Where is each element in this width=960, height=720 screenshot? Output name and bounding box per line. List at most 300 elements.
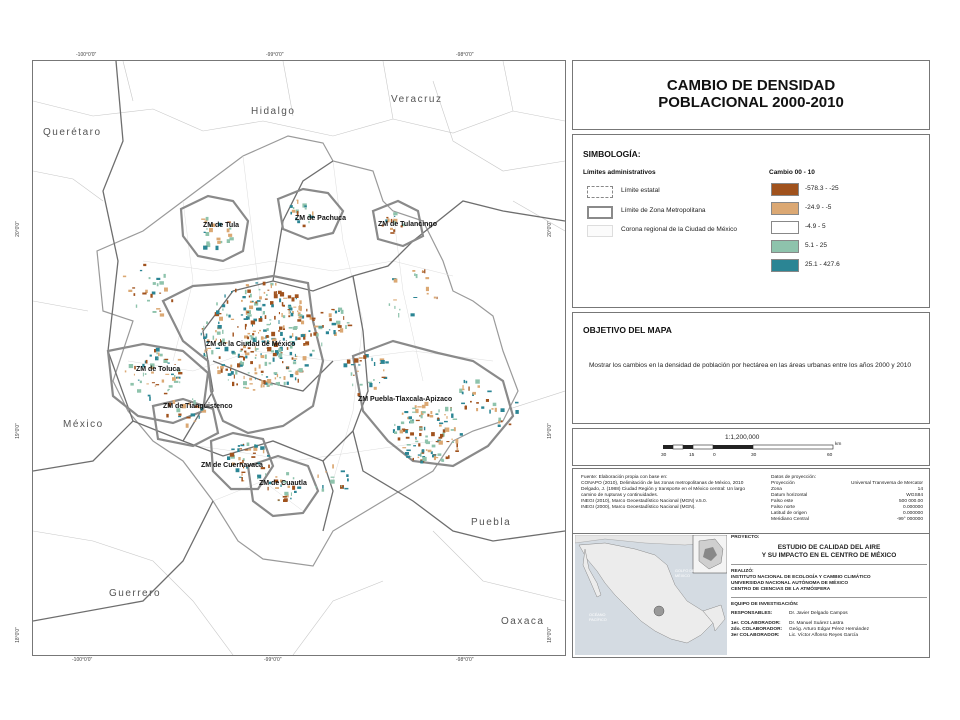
- urban-patch: [453, 419, 458, 421]
- urban-patch: [283, 315, 285, 318]
- urban-patch: [393, 212, 397, 215]
- urban-patch: [283, 325, 285, 328]
- urban-patch: [274, 372, 278, 374]
- urban-patch: [228, 379, 229, 380]
- urban-patch: [243, 444, 244, 445]
- urban-patch: [416, 420, 420, 421]
- change-class-swatch: [771, 240, 799, 253]
- urban-patch: [236, 383, 238, 385]
- urban-patch: [303, 356, 307, 360]
- urban-patch: [280, 332, 283, 336]
- urban-patch: [269, 319, 271, 320]
- urban-patch: [267, 455, 270, 457]
- urban-patch: [501, 420, 503, 422]
- urban-patch: [410, 432, 414, 435]
- urban-patch: [140, 381, 142, 384]
- urban-patch: [257, 477, 258, 479]
- projection-heading: Datos de proyección:: [771, 475, 817, 480]
- urban-patch: [436, 457, 438, 458]
- urban-patch: [326, 331, 329, 334]
- urban-patch: [322, 489, 325, 492]
- urban-patch: [398, 313, 399, 318]
- state-label-oaxaca: Oaxaca: [501, 616, 545, 627]
- urban-patch: [412, 412, 416, 413]
- urban-patch: [316, 333, 318, 336]
- urban-patch: [262, 374, 263, 375]
- urban-patch: [165, 374, 169, 375]
- urban-patch: [263, 329, 267, 331]
- urban-patch: [228, 234, 232, 237]
- urban-patch: [286, 472, 289, 475]
- urban-patch: [248, 333, 251, 335]
- urban-patch: [402, 413, 404, 415]
- credits-panel: [572, 468, 930, 658]
- team-row: [731, 633, 927, 639]
- urban-patch: [347, 360, 351, 364]
- urban-patch: [153, 282, 156, 285]
- admin-item-state: Límite estatal: [621, 187, 660, 194]
- urban-patch: [336, 321, 340, 325]
- urban-patch: [259, 379, 261, 380]
- urban-patch: [357, 371, 359, 372]
- corona-swatch: [587, 225, 613, 237]
- urban-patch: [284, 376, 286, 380]
- urban-patch: [343, 487, 344, 488]
- objective-panel: [572, 312, 930, 424]
- urban-patch: [250, 361, 253, 364]
- urban-patch: [330, 480, 335, 484]
- urban-patch: [288, 315, 290, 317]
- urban-patch: [340, 328, 343, 332]
- urban-patch: [415, 439, 417, 440]
- urban-patch: [279, 327, 283, 330]
- urban-patch: [217, 370, 220, 374]
- coord-bottom-1: -100°0'0": [72, 657, 93, 663]
- urban-patch: [169, 385, 173, 387]
- urban-patch: [251, 456, 255, 458]
- urban-patch: [444, 421, 448, 422]
- inset-oceano-label: OCÉANO PACÍFICO: [589, 613, 607, 622]
- urban-patch: [280, 292, 284, 296]
- urban-patch: [152, 382, 155, 383]
- urban-patch: [294, 360, 297, 361]
- urban-patch: [332, 323, 336, 326]
- source-line-3: Delgado, J. (1988) Ciudad Región y transporte en el México central: Un largo camino de rupturas y continuidades.: [581, 487, 745, 498]
- urban-patch: [457, 448, 459, 450]
- urban-patch: [353, 375, 355, 376]
- urban-patch: [241, 473, 242, 476]
- urban-patch: [331, 309, 334, 310]
- urban-patch: [358, 364, 360, 365]
- urban-patch: [347, 478, 349, 481]
- urban-patch: [437, 418, 439, 420]
- urban-patch: [301, 334, 305, 337]
- urban-patch: [194, 421, 197, 422]
- change-class-swatch: [771, 259, 799, 272]
- urban-patch: [205, 354, 207, 357]
- made-heading: REALIZÓ:: [731, 569, 754, 574]
- coord-top-2: -99°0'0": [266, 52, 284, 58]
- urban-patch: [278, 499, 280, 500]
- urban-patch: [405, 452, 409, 455]
- urban-patch: [406, 450, 410, 452]
- coord-bottom-2: -99°0'0": [264, 657, 282, 663]
- urban-patch: [425, 277, 429, 279]
- title-line-2: POBLACIONAL 2000-2010: [658, 94, 844, 111]
- zm-label-tianguistenco: ZM de Tianguistenco: [163, 403, 233, 410]
- urban-patch: [412, 270, 415, 272]
- projection-key: Falso este: [771, 499, 794, 504]
- state-label-veracruz: Veracruz: [391, 94, 443, 105]
- title-line-1: CAMBIO DE DENSIDAD: [666, 77, 836, 94]
- urban-patch: [493, 403, 497, 406]
- urban-patch: [385, 361, 389, 363]
- urban-patch: [247, 314, 251, 316]
- urban-patch: [290, 311, 291, 312]
- urban-patch: [268, 465, 270, 469]
- urban-patch: [204, 350, 205, 353]
- urban-patch: [462, 385, 463, 389]
- urban-patch: [255, 348, 258, 350]
- urban-patch: [294, 358, 298, 359]
- urban-patch: [227, 229, 230, 233]
- urban-patch: [329, 313, 332, 317]
- urban-patch: [445, 428, 449, 432]
- urban-patch: [248, 449, 251, 451]
- urban-patch: [275, 377, 276, 379]
- urban-patch: [261, 380, 263, 384]
- urban-patch: [298, 379, 299, 383]
- objective-text: Mostrar los cambios en la densidad de población por hectárea en las áreas urbanas entre los años 2000 y 2010: [589, 362, 911, 369]
- urban-patch: [234, 375, 235, 379]
- urban-patch: [415, 405, 417, 408]
- urban-patch: [418, 457, 420, 458]
- urban-patch: [231, 319, 234, 320]
- urban-patch: [461, 403, 465, 405]
- urban-patch: [346, 474, 348, 477]
- project-divider-2: [731, 597, 927, 598]
- urban-patch: [245, 290, 247, 294]
- urban-patch: [354, 358, 358, 362]
- zm-label-pachuca: ZM de Pachuca: [295, 215, 346, 222]
- urban-patch: [186, 424, 189, 428]
- urban-patch: [239, 448, 242, 449]
- urban-patch: [293, 307, 296, 308]
- scale-tick-4: 30: [751, 453, 757, 458]
- urban-patch: [156, 352, 158, 354]
- urban-patch: [247, 285, 250, 286]
- zm-label-cdmx: ZM de la Ciudad de México: [206, 341, 296, 348]
- urban-patch: [129, 364, 133, 368]
- urban-patch: [153, 311, 157, 313]
- urban-patch: [400, 430, 404, 434]
- urban-patch: [321, 343, 322, 347]
- urban-patch: [444, 414, 446, 415]
- urban-patch: [230, 365, 232, 368]
- scale-ratio: 1:1,200,000: [725, 434, 760, 441]
- urban-patch: [269, 362, 272, 364]
- state-label-hidalgo: Hidalgo: [251, 106, 296, 117]
- change-class-label: -578.3 - -25: [805, 185, 839, 192]
- urban-patch: [498, 425, 501, 428]
- urban-patch: [352, 384, 353, 387]
- urban-patch: [478, 385, 481, 388]
- urban-patch: [359, 357, 363, 359]
- urban-patch: [143, 373, 144, 377]
- urban-patch: [341, 470, 345, 472]
- urban-patch: [278, 348, 281, 352]
- urban-patch: [382, 377, 386, 378]
- urban-patch: [279, 298, 281, 302]
- state-label-queretaro: Querétaro: [43, 127, 102, 138]
- urban-patch: [244, 376, 245, 379]
- urban-patch: [159, 311, 161, 312]
- urban-patch: [288, 295, 291, 298]
- urban-patch: [287, 367, 289, 369]
- urban-patch: [227, 456, 230, 460]
- projection-value: 0.000000: [902, 505, 923, 510]
- urban-patch: [283, 496, 287, 498]
- urban-patch: [138, 380, 140, 381]
- urban-patch: [290, 352, 293, 355]
- urban-patch: [226, 314, 227, 317]
- urban-patch: [244, 351, 246, 353]
- urban-patch: [128, 290, 132, 292]
- urban-patch: [498, 418, 501, 422]
- urban-patch: [175, 364, 176, 365]
- title-panel: [572, 60, 930, 130]
- urban-patch: [271, 284, 272, 288]
- urban-patch: [278, 330, 280, 331]
- urban-patch: [140, 270, 142, 271]
- urban-patch: [266, 335, 269, 338]
- urban-patch: [460, 433, 463, 436]
- urban-patch: [243, 381, 247, 385]
- urban-patch: [265, 473, 266, 476]
- projection-value: 14: [917, 487, 923, 492]
- urban-patch: [216, 246, 219, 250]
- urban-patch: [426, 287, 429, 291]
- urban-patch: [348, 325, 353, 327]
- urban-patch: [266, 376, 268, 378]
- urban-patch: [301, 321, 304, 325]
- urban-patch: [172, 377, 176, 381]
- urban-patch: [369, 383, 372, 387]
- urban-patch: [251, 321, 255, 325]
- institution-2: UNIVERSIDAD NACIONAL AUTÓNOMA DE MÉXICO: [731, 581, 849, 586]
- urban-patch: [289, 371, 292, 372]
- urban-patch: [255, 337, 257, 341]
- urban-patch: [275, 487, 279, 489]
- urban-patch: [211, 350, 213, 354]
- urban-patch: [255, 372, 258, 374]
- urban-patch: [284, 498, 288, 501]
- urban-patch: [267, 290, 269, 291]
- urban-patch: [265, 315, 267, 319]
- urban-patch: [277, 374, 278, 377]
- urban-patch: [164, 274, 166, 278]
- urban-patch: [164, 359, 168, 360]
- inset-map: [575, 535, 727, 655]
- urban-patch: [279, 320, 280, 324]
- urban-patch: [226, 369, 229, 371]
- urban-patch: [125, 370, 127, 372]
- coord-right-3: 18°0'0": [546, 627, 553, 643]
- urban-patch: [159, 281, 164, 285]
- urban-patch: [156, 384, 160, 385]
- urban-patch: [394, 424, 395, 426]
- urban-patch: [213, 336, 215, 340]
- urban-patch: [265, 299, 268, 300]
- urban-patch: [192, 398, 193, 400]
- state-limit-swatch: [587, 186, 613, 198]
- urban-patch: [446, 457, 449, 460]
- urban-patch: [428, 450, 432, 453]
- urban-patch: [249, 306, 253, 310]
- urban-patch: [415, 441, 418, 443]
- urban-patch: [486, 399, 489, 402]
- urban-patch: [476, 402, 479, 404]
- urban-patch: [178, 359, 181, 361]
- urban-patch: [247, 290, 251, 293]
- urban-patch: [222, 309, 223, 311]
- urban-patch: [451, 439, 452, 440]
- urban-patch: [146, 360, 148, 364]
- urban-patch: [312, 320, 314, 321]
- urban-patch: [267, 379, 271, 383]
- urban-patch: [383, 369, 384, 371]
- urban-patch: [164, 288, 168, 292]
- urban-patch: [351, 372, 353, 376]
- projection-key: Latitud de origen: [771, 511, 807, 516]
- project-block: [731, 535, 927, 639]
- urban-patch: [470, 401, 472, 403]
- scale-tick-5: 60: [827, 453, 833, 458]
- urban-patch: [288, 309, 290, 310]
- urban-patch: [241, 314, 243, 315]
- projection-value: WGS84: [906, 493, 923, 498]
- institution-3: CENTRO DE CIENCIAS DE LA ATMÓSFERA: [731, 587, 831, 592]
- urban-patch: [253, 389, 256, 391]
- urban-patch: [293, 207, 294, 209]
- urban-patch: [360, 360, 362, 361]
- urban-patch: [481, 406, 484, 408]
- urban-patch: [455, 450, 459, 452]
- urban-patch: [398, 437, 401, 440]
- urban-patch: [406, 456, 410, 458]
- urban-patch: [146, 383, 149, 384]
- urban-patch: [247, 311, 250, 313]
- urban-patch: [374, 387, 377, 390]
- urban-patch: [284, 382, 286, 386]
- urban-patch: [318, 327, 322, 328]
- urban-patch: [418, 443, 420, 446]
- urban-patch: [259, 330, 261, 331]
- coord-left-3: 18°0'0": [14, 627, 21, 643]
- urban-patch: [427, 414, 429, 417]
- urban-patch: [399, 309, 400, 311]
- urban-patch: [295, 336, 297, 340]
- urban-patch: [430, 411, 432, 414]
- urban-patch: [259, 318, 263, 322]
- urban-patch: [241, 300, 243, 302]
- urban-patch: [314, 326, 318, 328]
- urban-patch: [282, 302, 284, 306]
- urban-patch: [309, 330, 311, 332]
- urban-patch: [263, 282, 266, 286]
- urban-patch: [424, 269, 425, 273]
- urban-patch: [217, 367, 219, 369]
- urban-patch: [438, 409, 439, 412]
- urban-patch: [338, 330, 340, 331]
- projection-row: [771, 517, 923, 523]
- scale-unit: km: [835, 442, 842, 447]
- urban-patch: [206, 217, 209, 221]
- urban-patch: [255, 355, 256, 357]
- urban-patch: [515, 402, 519, 404]
- inset-map-canvas: [575, 535, 727, 655]
- admin-item-corona: Corona regional de la Ciudad de México: [621, 226, 737, 233]
- urban-patch: [363, 355, 366, 359]
- projection-rows: [771, 481, 923, 523]
- urban-patch: [233, 333, 234, 337]
- urban-patch: [249, 296, 250, 298]
- urban-patch: [294, 326, 298, 329]
- urban-patch: [201, 219, 205, 220]
- urban-patch: [248, 372, 250, 373]
- zm-label-tulancingo: ZM de Tulancingo: [378, 221, 437, 228]
- urban-patch: [241, 477, 243, 481]
- urban-patch: [158, 353, 159, 357]
- coord-left-2: 19°0'0": [14, 423, 21, 439]
- urban-patch: [239, 356, 243, 358]
- urban-patch: [401, 422, 404, 425]
- urban-patch: [440, 434, 443, 437]
- urban-patch: [298, 306, 302, 310]
- urban-patch: [255, 368, 257, 372]
- urban-patch: [136, 305, 137, 308]
- urban-patch: [295, 294, 299, 298]
- admin-heading: Límites administrativos: [583, 169, 656, 176]
- urban-patch: [344, 488, 348, 490]
- inset-golfo-label: GOLFO DE MÉXICO: [675, 569, 695, 578]
- team-heading: EQUIPO DE INVESTIGACIÓN:: [731, 602, 799, 607]
- urban-patch: [456, 443, 458, 447]
- urban-patch: [134, 293, 136, 296]
- urban-patch: [292, 357, 294, 359]
- urban-patch: [260, 446, 264, 450]
- urban-patch: [247, 337, 249, 340]
- urban-patch: [220, 366, 224, 369]
- urban-patch: [156, 348, 160, 352]
- urban-patch: [268, 487, 269, 491]
- coord-bottom-3: -98°0'0": [456, 657, 474, 663]
- urban-patch: [279, 312, 280, 314]
- coord-top-3: -98°0'0": [456, 52, 474, 58]
- urban-patch: [235, 371, 237, 375]
- urban-patch: [253, 331, 256, 333]
- source-line-5: INEGI (2000), Marco Geoestadístico Nacional (MGN).: [581, 505, 696, 510]
- credits-divider: [573, 533, 929, 534]
- urban-patch: [389, 303, 390, 306]
- urban-patch: [310, 333, 312, 336]
- urban-patch: [148, 395, 151, 397]
- zm-label-cuautla: ZM de Cuautla: [259, 480, 307, 487]
- urban-patch: [219, 356, 221, 359]
- urban-patch: [160, 354, 163, 357]
- urban-patch: [394, 431, 397, 434]
- urban-patch: [217, 238, 221, 241]
